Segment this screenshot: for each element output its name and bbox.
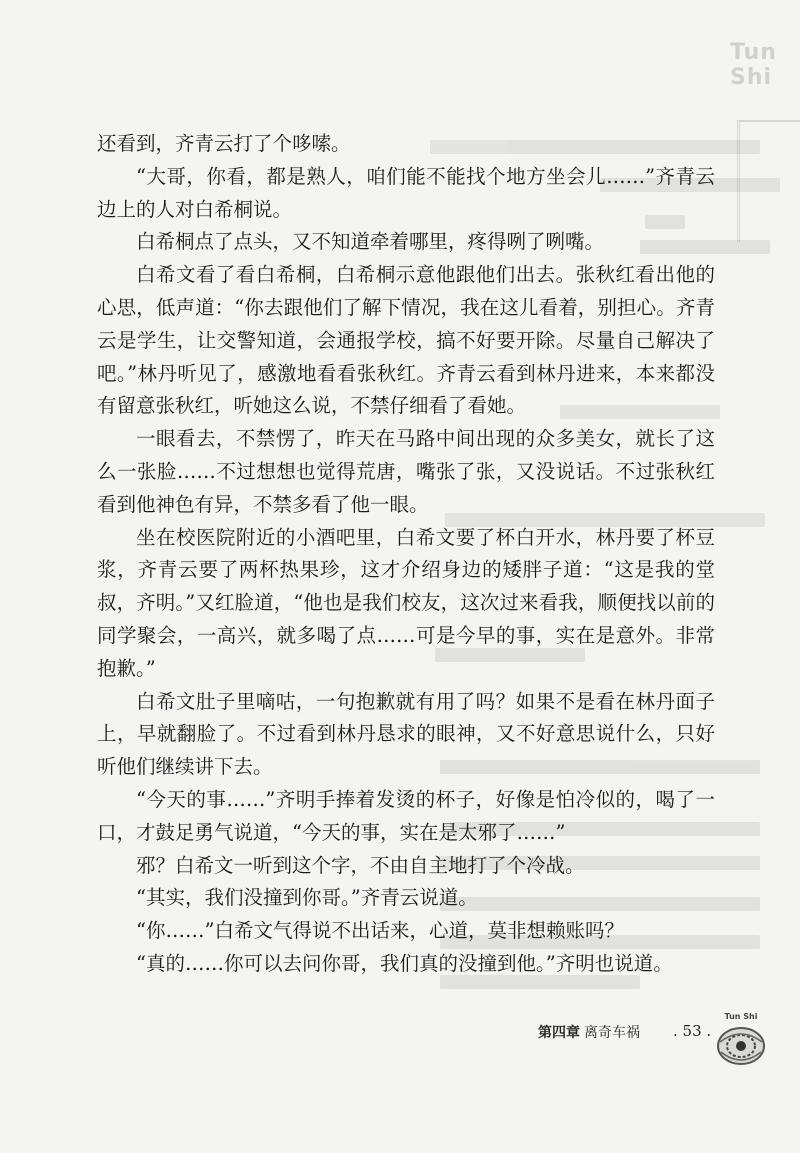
paragraph: 一眼看去，不禁愣了，昨天在马路中间出现的众多美女，就长了这么一张脸……不过想想也觉得荒唐，嘴张了张，又没说话。不过张秋红看到他神色有异，不禁多看了他一眼。 (97, 427, 715, 516)
paragraph: 白希文肚子里嘀咕，一句抱歉就有用了吗？如果不是看在林丹面子上，早就翻脸了。不过看到林丹恳求的眼神，又不好意思说什么，只好听他们继续讲下去。 (97, 689, 715, 779)
chapter-label: 第四章 (538, 1025, 580, 1041)
corner-logo-text: Tun Shi (730, 40, 777, 90)
paragraph: “你……”白希文气得说不出话来，心道，莫非想赖账吗？ (136, 919, 624, 943)
paragraph: 邪？白希文一听到这个字，不由自主地打了个冷战。 (136, 853, 585, 877)
corner-logo-lines (737, 120, 800, 242)
paragraph: 白希文看了看白希桐，白希桐示意他跟他们出去。张秋红看出他的心思，低声道：“你去跟他们了解下情况，我在这儿看着，别担心。齐青云是学生，让交警知道，会通报学校，搞不好要开除。尽量自己解决了吧。”林丹听见了，感激地看看张秋红。齐青云看到林丹进来，本来都没有留意张秋红，听她这么说，不禁仔细看了看她。 (97, 263, 715, 418)
series-logo-stamp (715, 1012, 767, 1070)
chapter-title: 离奇车祸 (584, 1025, 640, 1041)
paragraph: “大哥，你看，都是熟人，咱们能不能找个地方坐会儿……”齐青云边上的人对白希桐说。 (97, 164, 715, 221)
logo-stamp-text: Tun Shi (724, 1012, 758, 1021)
paragraph: 还看到，齐青云打了个哆嗦。 (97, 132, 351, 155)
page-footer (0, 1022, 800, 1062)
corner-series-logo (730, 30, 800, 230)
paragraph: “其实，我们没撞到你哥。”齐青云说道。 (136, 886, 478, 910)
paragraph: 白希桐点了点头，又不知道牵着哪里，疼得咧了咧嘴。 (136, 230, 605, 254)
page-number: . 53 . (673, 1022, 712, 1040)
paragraph: “今天的事……”齐明手捧着发烫的杯子，好像是怕冷似的，喝了一口，才鼓足勇气说道，“今天的事，实在是太邪了……” (97, 787, 715, 844)
body-text (97, 128, 715, 981)
paragraph: “真的……你可以去问你哥，我们真的没撞到他。”齐明也说道。 (136, 951, 673, 975)
paragraph: 坐在校医院附近的小酒吧里，白希文要了杯白开水，林丹要了杯豆浆，齐青云要了两杯热果珍，这才介绍身边的矮胖子道：“这是我的堂叔，齐明。”又红脸道，“他也是我们校友，这次过来看我，顺便找以前的同学聚会，一高兴，就多喝了点……可是今早的事，实在是意外。非常抱歉。” (97, 525, 715, 680)
